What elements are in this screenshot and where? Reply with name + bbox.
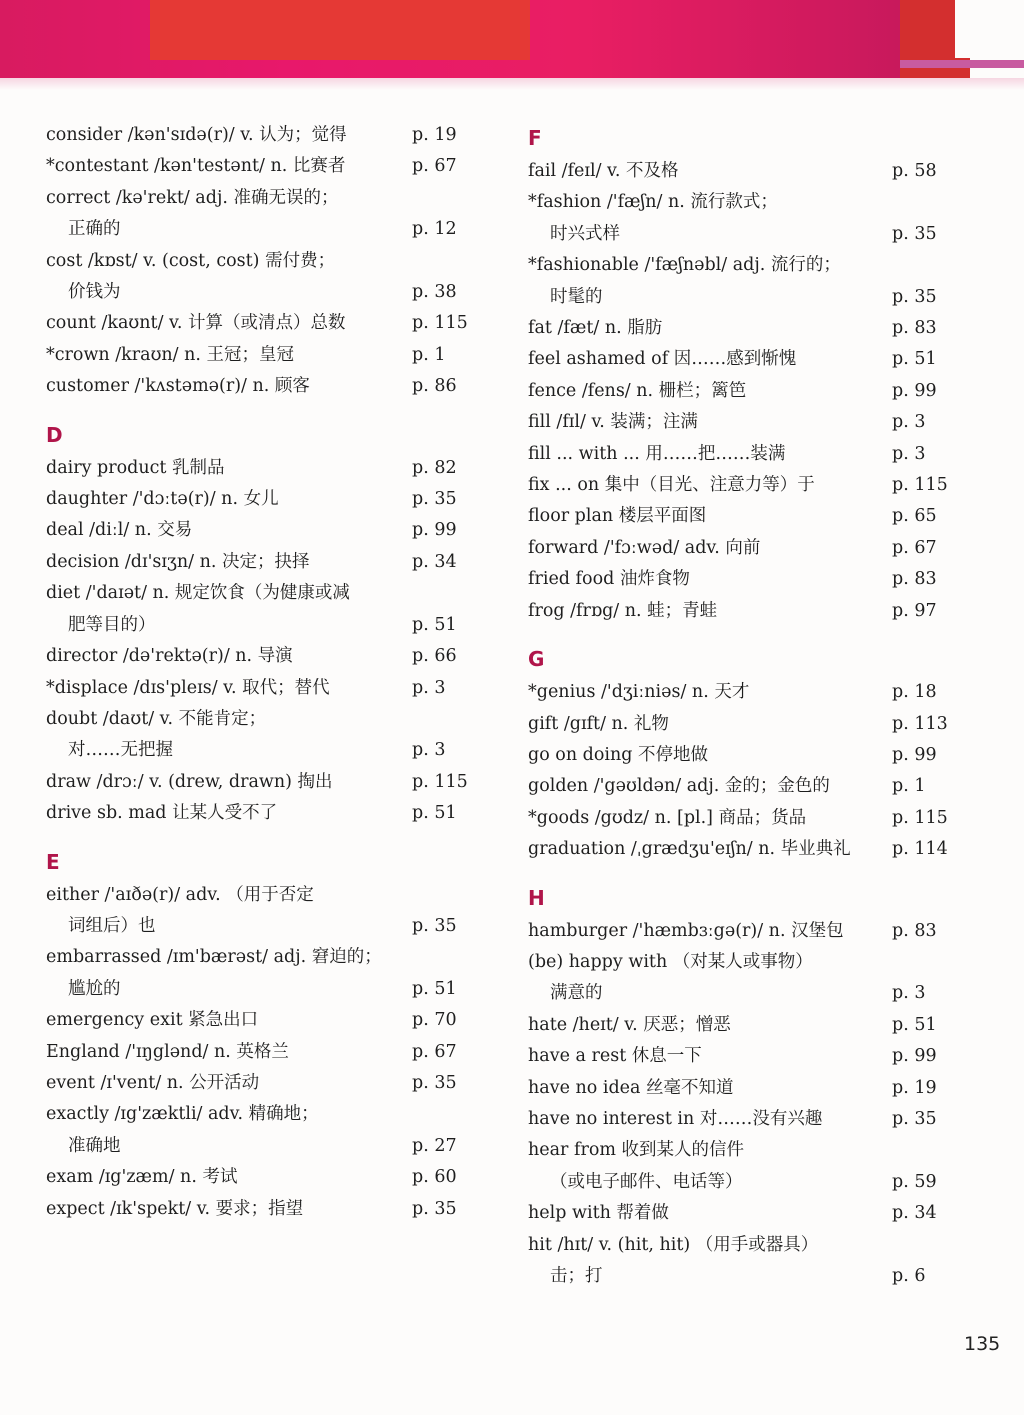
glossary-entry [528, 439, 958, 470]
glossary-entry [528, 1041, 958, 1072]
glossary-entry [528, 564, 958, 595]
header-band-lilac-stripe [900, 60, 1024, 68]
entry-headword-line: cost /kɒst/ v. (cost, cost) 需付费； [46, 250, 336, 271]
glossary-entry [528, 501, 958, 532]
entry-headword-line: diet /'daɪət/ n. 规定饮食（为健康或减 [46, 583, 350, 604]
entry-headword-line: England /'ɪŋglənd/ n. 英格兰 [46, 1041, 289, 1062]
entry-page-ref: p. 35 [892, 286, 937, 307]
entry-text [528, 187, 892, 250]
entry-headword-line: hate /heɪt/ v. 厌恶；憎恶 [528, 1014, 731, 1035]
entry-headword-line: exactly /ɪg'zæktli/ adv. 精确地； [46, 1104, 319, 1125]
entry-headword-line: golden /'gəʊldən/ adj. 金的；金色的 [528, 776, 830, 797]
entry-page-ref: p. 60 [412, 1167, 457, 1188]
entry-page-ref: p. 38 [412, 282, 457, 303]
entry-text [46, 578, 412, 641]
entry-text [46, 453, 412, 484]
glossary-entry [46, 515, 476, 546]
entry-text [528, 1041, 892, 1072]
glossary-entry [46, 767, 476, 798]
entry-page-ref: p. 3 [412, 677, 446, 698]
entry-headword-line: help with 帮着做 [528, 1203, 669, 1224]
glossary-entry [528, 1073, 958, 1104]
entry-headword-line: dairy product 乳制品 [46, 457, 225, 478]
entry-headword-line: decision /dɪ'sɪʒn/ n. 决定；抉择 [46, 551, 310, 572]
entry-headword-line: daughter /'dɔːtə(r)/ n. 女儿 [46, 489, 279, 510]
glossary-entry [46, 120, 476, 151]
entry-page-ref: p. 35 [412, 1198, 457, 1219]
entry-text [528, 771, 892, 802]
entry-page-ref: p. 83 [892, 318, 937, 339]
glossary-entry [46, 1005, 476, 1036]
entry-text [46, 1005, 412, 1036]
entry-headword-line: correct /kə'rekt/ adj. 准确无误的； [46, 187, 339, 208]
glossary-entry [528, 407, 958, 438]
entry-headword-line: graduation /ˌgrædʒu'eɪʃn/ n. 毕业典礼 [528, 839, 851, 860]
entry-page-ref: p. 51 [412, 803, 457, 824]
entry-headword-line: have no interest in 对……没有兴趣 [528, 1108, 823, 1129]
entry-text [528, 313, 892, 344]
entry-page-ref: p. 82 [412, 457, 457, 478]
entry-page-ref: p. 35 [892, 223, 937, 244]
entry-text [528, 709, 892, 740]
entry-text [528, 1198, 892, 1229]
entry-page-ref: p. 18 [892, 682, 937, 703]
glossary-entry [46, 1037, 476, 1068]
entry-text [46, 1099, 412, 1162]
entry-page-ref: p. 51 [892, 349, 937, 370]
entry-page-ref: p. 99 [412, 520, 457, 541]
entry-page-ref: p. 51 [412, 978, 457, 999]
entry-continuation-line: 对……无把握 [68, 740, 173, 761]
entry-text [46, 767, 412, 798]
glossary-entry [46, 484, 476, 515]
glossary-entry [46, 673, 476, 704]
entry-headword-line: *crown /kraʊn/ n. 王冠；皇冠 [46, 344, 295, 365]
entry-text [528, 1230, 892, 1293]
entry-headword-line: fill ... with ... 用……把……装满 [528, 443, 786, 464]
entry-headword-line: *fashion /'fæʃn/ n. 流行款式； [528, 192, 778, 213]
entry-text [528, 596, 892, 627]
entry-page-ref: p. 35 [412, 489, 457, 510]
glossary-entry [528, 677, 958, 708]
glossary-right-column [528, 124, 958, 1292]
glossary-entry [46, 151, 476, 182]
entry-text [528, 834, 892, 865]
entry-text [528, 156, 892, 187]
entry-text [46, 308, 412, 339]
entry-headword-line: emergency exit 紧急出口 [46, 1010, 259, 1031]
entry-text [46, 484, 412, 515]
entry-headword-line: director /də'rektə(r)/ n. 导演 [46, 646, 293, 667]
entry-headword-line: forward /'fɔːwəd/ adv. 向前 [528, 537, 761, 558]
entry-page-ref: p. 35 [892, 1108, 937, 1129]
entry-headword-line: have no idea 丝毫不知道 [528, 1077, 734, 1098]
entry-headword-line: fill /fɪl/ v. 装满；注满 [528, 412, 698, 433]
header-band [0, 0, 1024, 90]
entry-text [46, 880, 412, 943]
entry-page-ref: p. 51 [412, 614, 457, 635]
glossary-entry [528, 344, 958, 375]
entry-headword-line: gift /gɪft/ n. 礼物 [528, 713, 669, 734]
entry-page-ref: p. 12 [412, 219, 457, 240]
glossary-entry [528, 947, 958, 1010]
entry-text [46, 151, 412, 182]
glossary-entry [528, 470, 958, 501]
entry-continuation-line: （或电子邮件、电话等） [550, 1171, 743, 1192]
entry-page-ref: p. 115 [892, 807, 948, 828]
entry-headword-line: exam /ɪg'zæm/ n. 考试 [46, 1167, 238, 1188]
glossary-entry [46, 340, 476, 371]
entry-page-ref: p. 113 [892, 713, 948, 734]
entry-text [46, 515, 412, 546]
entry-page-ref: p. 6 [892, 1266, 926, 1286]
entry-text [46, 371, 412, 402]
section-letter: H [528, 885, 545, 910]
entry-page-ref: p. 67 [412, 1041, 457, 1062]
entry-page-ref: p. 115 [892, 475, 948, 496]
entry-page-ref: p. 3 [892, 412, 926, 433]
entry-text [46, 798, 412, 829]
glossary-entry [46, 798, 476, 829]
glossary-entry [46, 1194, 476, 1225]
section-letter: E [46, 849, 60, 874]
entry-text [46, 120, 412, 151]
entry-headword-line: hit /hɪt/ v. (hit, hit) （用手或器具） [528, 1234, 819, 1255]
glossary-entry [528, 709, 958, 740]
entry-text [46, 340, 412, 371]
glossary-entry [46, 308, 476, 339]
entry-headword-line: (be) happy with （对某人或事物） [528, 951, 813, 972]
entry-text [528, 250, 892, 313]
glossary-left-column [46, 120, 476, 1225]
glossary-entry [46, 371, 476, 402]
entry-headword-line: *goods /gʊdz/ n. [pl.] 商品；货品 [528, 807, 807, 828]
entry-headword-line: fried food 油炸食物 [528, 569, 690, 590]
entry-text [46, 547, 412, 578]
entry-headword-line: *contestant /kən'testənt/ n. 比赛者 [46, 156, 346, 177]
entry-text [528, 470, 892, 501]
entry-text [528, 1104, 892, 1135]
entry-page-ref: p. 99 [892, 1046, 937, 1067]
glossary-entry [528, 313, 958, 344]
entry-text [528, 376, 892, 407]
header-band-red [150, 0, 530, 60]
entry-text [46, 1194, 412, 1225]
entry-continuation-line: 时兴式样 [550, 223, 620, 244]
glossary-entry [528, 376, 958, 407]
entry-headword-line: embarrassed /ɪm'bærəst/ adj. 窘迫的； [46, 947, 382, 968]
glossary-entry [528, 740, 958, 771]
section-letter: G [528, 647, 545, 672]
entry-text [46, 942, 412, 1005]
entry-text [46, 246, 412, 309]
entry-text [528, 533, 892, 564]
entry-headword-line: fix ... on 集中（目光、注意力等）于 [528, 475, 815, 496]
glossary-entry [46, 880, 476, 943]
entry-page-ref: p. 115 [412, 313, 468, 334]
entry-text [46, 1037, 412, 1068]
entry-text [528, 947, 892, 1010]
entry-text [46, 1068, 412, 1099]
entry-page-ref: p. 34 [892, 1203, 937, 1224]
glossary-entry [46, 942, 476, 1005]
entry-text [528, 564, 892, 595]
entry-page-ref: p. 1 [412, 344, 446, 365]
entry-text [528, 677, 892, 708]
page-number: 135 [964, 1333, 1001, 1355]
entry-headword-line: hamburger /'hæmbɜːgə(r)/ n. 汉堡包 [528, 920, 844, 941]
entry-text [528, 1010, 892, 1041]
entry-headword-line: count /kaʊnt/ v. 计算（或清点）总数 [46, 313, 346, 334]
entry-headword-line: *displace /dɪs'pleɪs/ v. 取代；替代 [46, 677, 330, 698]
entry-headword-line: event /ɪ'vent/ n. 公开活动 [46, 1072, 260, 1093]
section-letter: F [528, 126, 542, 150]
entry-continuation-line: 词组后）也 [68, 915, 156, 936]
glossary-entry [46, 578, 476, 641]
header-band-white-corner [955, 0, 1024, 58]
entry-continuation-line: 肥等目的） [68, 614, 156, 635]
glossary-entry [46, 641, 476, 672]
entry-text [46, 183, 412, 246]
glossary-entry [528, 1230, 958, 1293]
glossary-entry [528, 1135, 958, 1198]
entry-headword-line: fail /feɪl/ v. 不及格 [528, 161, 679, 181]
glossary-entry [528, 1198, 958, 1229]
entry-continuation-line: 满意的 [550, 983, 603, 1004]
glossary-entry [46, 1068, 476, 1099]
glossary-entry [528, 596, 958, 627]
header-band-fade [0, 78, 1024, 90]
entry-continuation-line: 击；打 [550, 1266, 603, 1286]
entry-page-ref: p. 99 [892, 380, 937, 401]
entry-page-ref: p. 1 [892, 776, 926, 797]
glossary-entry [528, 771, 958, 802]
glossary-entry [46, 1099, 476, 1162]
entry-text [528, 407, 892, 438]
entry-headword-line: go on doing 不停地做 [528, 744, 709, 765]
entry-page-ref: p. 67 [412, 156, 457, 177]
entry-headword-line: have a rest 休息一下 [528, 1046, 702, 1067]
glossary-entry [46, 704, 476, 767]
glossary-entry [528, 250, 958, 313]
glossary-entry [528, 1010, 958, 1041]
entry-page-ref: p. 3 [892, 443, 926, 464]
entry-text [528, 1073, 892, 1104]
glossary-entry [528, 533, 958, 564]
entry-page-ref: p. 83 [892, 920, 937, 941]
entry-headword-line: doubt /daʊt/ v. 不能肯定； [46, 708, 267, 729]
entry-page-ref: p. 70 [412, 1010, 457, 1031]
entry-page-ref: p. 3 [412, 740, 446, 761]
entry-text [528, 439, 892, 470]
section-letter: D [46, 422, 63, 447]
glossary-entry [528, 187, 958, 250]
entry-page-ref: p. 58 [892, 161, 937, 181]
entry-page-ref: p. 59 [892, 1171, 937, 1192]
entry-text [46, 641, 412, 672]
entry-page-ref: p. 35 [412, 915, 457, 936]
entry-text [528, 803, 892, 834]
entry-continuation-line: 时髦的 [550, 286, 603, 307]
entry-text [46, 673, 412, 704]
entry-continuation-line: 正确的 [68, 219, 121, 240]
glossary-entry [528, 916, 958, 947]
entry-page-ref: p. 35 [412, 1072, 457, 1093]
entry-headword-line: either /'aɪðə(r)/ adv. （用于否定 [46, 884, 314, 905]
entry-text [528, 344, 892, 375]
entry-text [528, 916, 892, 947]
entry-continuation-line: 准确地 [68, 1135, 121, 1156]
entry-text [528, 1135, 892, 1198]
entry-page-ref: p. 34 [412, 551, 457, 572]
entry-headword-line: *fashionable /'fæʃnəbl/ adj. 流行的； [528, 255, 841, 276]
entry-headword-line: expect /ɪk'spekt/ v. 要求；指望 [46, 1198, 304, 1219]
entry-headword-line: fat /fæt/ n. 脂肪 [528, 318, 663, 339]
entry-page-ref: p. 99 [892, 744, 937, 765]
entry-headword-line: floor plan 楼层平面图 [528, 506, 707, 527]
entry-text [528, 740, 892, 771]
entry-headword-line: fence /fens/ n. 栅栏；篱笆 [528, 380, 747, 401]
entry-headword-line: deal /diːl/ n. 交易 [46, 520, 193, 541]
entry-page-ref: p. 67 [892, 537, 937, 558]
entry-page-ref: p. 3 [892, 983, 926, 1004]
entry-page-ref: p. 27 [412, 1135, 457, 1156]
entry-page-ref: p. 86 [412, 376, 457, 397]
entry-page-ref: p. 83 [892, 569, 937, 590]
entry-headword-line: feel ashamed of 因……感到惭愧 [528, 349, 797, 370]
entry-text [528, 501, 892, 532]
entry-headword-line: frog /frɒg/ n. 蛙；青蛙 [528, 600, 718, 621]
glossary-entry [528, 834, 958, 865]
entry-text [46, 704, 412, 767]
glossary-entry [46, 1162, 476, 1193]
entry-page-ref: p. 65 [892, 506, 937, 527]
glossary-entry [46, 246, 476, 309]
entry-page-ref: p. 115 [412, 771, 468, 792]
glossary-entry [528, 156, 958, 187]
entry-page-ref: p. 19 [892, 1077, 937, 1098]
entry-page-ref: p. 19 [412, 125, 457, 145]
entry-headword-line: *genius /'dʒiːniəs/ n. 天才 [528, 682, 750, 703]
entry-headword-line: draw /drɔː/ v. (drew, drawn) 掏出 [46, 771, 333, 792]
entry-text [46, 1162, 412, 1193]
entry-continuation-line: 尴尬的 [68, 978, 121, 999]
glossary-entry [528, 1104, 958, 1135]
entry-page-ref: p. 66 [412, 646, 457, 667]
entry-page-ref: p. 114 [892, 839, 948, 860]
glossary-entry [528, 803, 958, 834]
entry-page-ref: p. 97 [892, 600, 937, 621]
entry-headword-line: consider /kən'sɪdə(r)/ v. 认为；觉得 [46, 125, 347, 145]
glossary-entry [46, 453, 476, 484]
glossary-entry [46, 547, 476, 578]
entry-page-ref: p. 51 [892, 1014, 937, 1035]
entry-headword-line: customer /'kʌstəmə(r)/ n. 顾客 [46, 376, 310, 397]
entry-headword-line: hear from 收到某人的信件 [528, 1140, 745, 1161]
entry-headword-line: drive sb. mad 让某人受不了 [46, 803, 278, 824]
entry-continuation-line: 价钱为 [68, 282, 121, 303]
glossary-entry [46, 183, 476, 246]
